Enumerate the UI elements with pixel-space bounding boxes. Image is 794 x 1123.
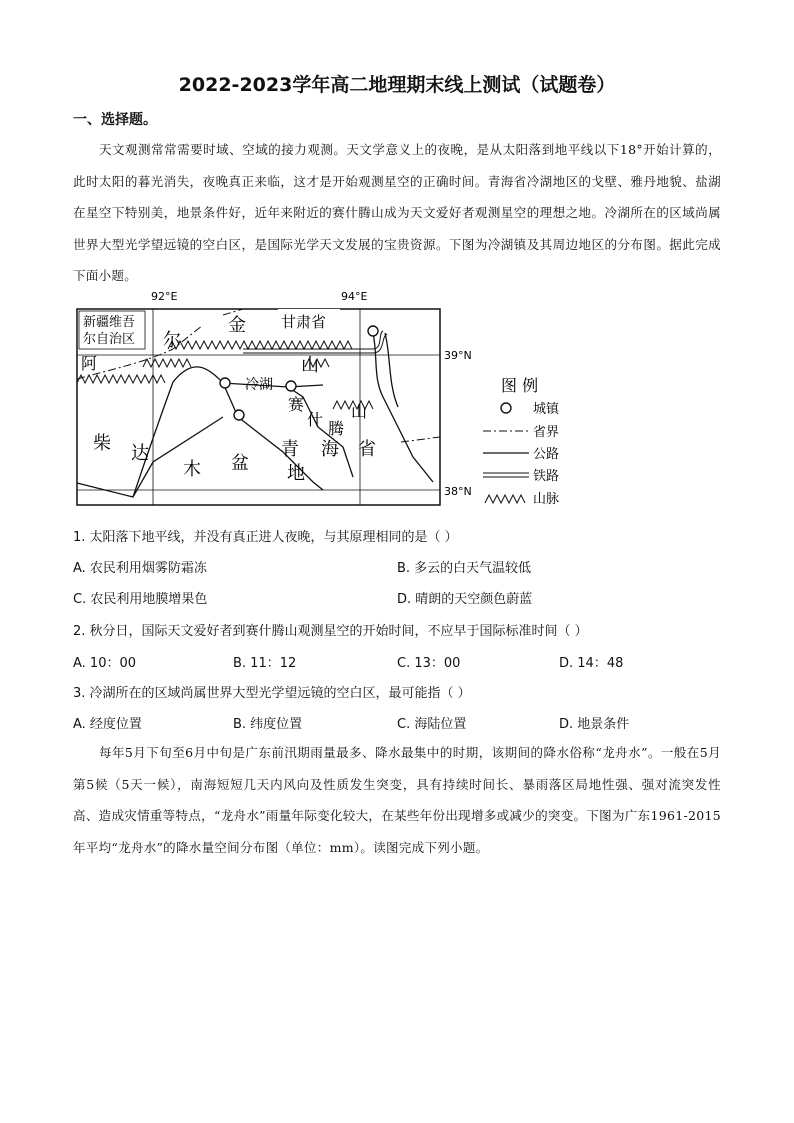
label-sheng: 省 bbox=[358, 439, 376, 460]
label-mu: 木 bbox=[183, 459, 201, 480]
label-teng: 腾 bbox=[328, 419, 345, 438]
passage-dragon-boat-rain: 每年5月下旬至6月中旬是广东前汛期雨量最多、降水最集中的时期，该期间的降水俗称“龙舟水”。一般在5月第5候（5天一候），南海短短几天内风向及性质发生突变，具有持续时间长、暴雨落区局地性强、强对流突发性高、造成灾情重等特点，“龙舟水”雨量年际变化较大，在某些年份出现增多或减少的突变。下图为广东1961-2015年平均“龙舟水”的降水量空间分布图（单位：mm）。读图完成下列小题。 bbox=[73, 745, 721, 855]
label-di: 地 bbox=[287, 463, 305, 484]
label-a: 阿 bbox=[81, 354, 98, 373]
q3-option-b[interactable]: B. 纬度位置 bbox=[233, 717, 303, 732]
label-xinjiang-2: 尔自治区 bbox=[83, 332, 136, 347]
legend-highway-label: 公路 bbox=[533, 447, 560, 462]
q1-option-c[interactable]: C. 农民利用地膜增果色 bbox=[73, 592, 208, 607]
town-northeast bbox=[368, 326, 378, 336]
q2-option-d[interactable]: D. 14：48 bbox=[559, 656, 624, 671]
label-chai: 柴 bbox=[93, 433, 111, 454]
label-hai: 海 bbox=[321, 439, 339, 460]
label-shi: 什 bbox=[307, 410, 324, 429]
question-1-stem: 1. 太阳落下地平线，并没有真正进人夜晚，与其原理相同的是（ ） bbox=[73, 530, 458, 545]
legend-town-symbol bbox=[501, 403, 511, 413]
town-lenghu bbox=[220, 378, 230, 388]
passage-astronomy: 天文观测常常需要时域、空域的接力观测。天文学意义上的夜晚，是从太阳落到地平线以下18°开始计算的，此时太阳的暮光消失，夜晚真正来临，这才是开始观测星空的正确时间。青海省冷湖地区的戈壁、雅丹地貌、盐湖在星空下特别美，地景条件好，近年来附近的赛什腾山成为天文爱好者观测星空的理想之地。冷湖所在的区域尚属世界大型光学望远镜的空白区，是国际光学天文发展的宝贵资源。下图为冷湖镇及其周边地区的分布图。据此完成下面小题。 bbox=[73, 142, 721, 283]
town-saishiteng bbox=[286, 381, 296, 391]
province-boundary-east bbox=[401, 437, 440, 442]
label-lenghu: 冷湖 bbox=[245, 377, 273, 393]
legend-town-label: 城镇 bbox=[533, 402, 560, 417]
label-er: 尔 bbox=[163, 330, 181, 351]
q3-option-a[interactable]: A. 经度位置 bbox=[73, 717, 142, 732]
lenghu-map bbox=[73, 287, 573, 517]
town-south bbox=[234, 410, 244, 420]
page-title: 2022-2023学年高二地理期末线上测试（试题卷） bbox=[178, 74, 616, 96]
map-legend bbox=[483, 376, 560, 507]
q1-option-d[interactable]: D. 晴朗的天空颜色蔚蓝 bbox=[397, 592, 533, 607]
label-xinjiang-1: 新疆维吾 bbox=[83, 315, 136, 330]
question-2-stem: 2. 秋分日，国际天文爱好者到赛什腾山观测星空的开始时间，不应早于国际标准时间（ ） bbox=[73, 624, 588, 639]
q3-option-c[interactable]: C. 海陆位置 bbox=[397, 717, 467, 732]
q3-option-d[interactable]: D. 地景条件 bbox=[559, 717, 630, 732]
q1-option-a[interactable]: A. 农民利用烟雾防霜冻 bbox=[73, 561, 207, 576]
highways bbox=[77, 333, 433, 497]
lat-label-38: 38°N bbox=[444, 485, 472, 498]
q2-option-b[interactable]: B. 11：12 bbox=[233, 656, 297, 671]
label-qing: 青 bbox=[281, 439, 299, 460]
section-heading: 一、选择题。 bbox=[73, 112, 157, 128]
legend-mountain-label: 山脉 bbox=[533, 492, 560, 507]
label-shan: 山 bbox=[301, 355, 319, 376]
lat-label-39: 39°N bbox=[444, 349, 472, 362]
q2-option-a[interactable]: A. 10：00 bbox=[73, 656, 137, 671]
legend-boundary-label: 省界 bbox=[533, 425, 560, 440]
label-shan2: 山 bbox=[351, 402, 368, 421]
q2-option-c[interactable]: C. 13：00 bbox=[397, 656, 461, 671]
legend-mountain-symbol bbox=[485, 495, 525, 503]
label-jin: 金 bbox=[228, 315, 246, 336]
legend-title: 图 例 bbox=[501, 376, 539, 395]
lon-label-94: 94°E bbox=[341, 290, 368, 303]
label-sai: 赛 bbox=[288, 395, 305, 414]
label-gansu: 甘肃省 bbox=[281, 313, 327, 331]
lon-label-92: 92°E bbox=[151, 290, 178, 303]
legend-railway-label: 铁路 bbox=[533, 469, 560, 484]
label-pen: 盆 bbox=[231, 453, 249, 474]
q1-option-b[interactable]: B. 多云的白天气温较低 bbox=[397, 561, 532, 576]
label-da: 达 bbox=[131, 443, 149, 464]
question-3-stem: 3. 冷湖所在的区域尚属世界大型光学望远镜的空白区，最可能指（ ） bbox=[73, 686, 471, 701]
